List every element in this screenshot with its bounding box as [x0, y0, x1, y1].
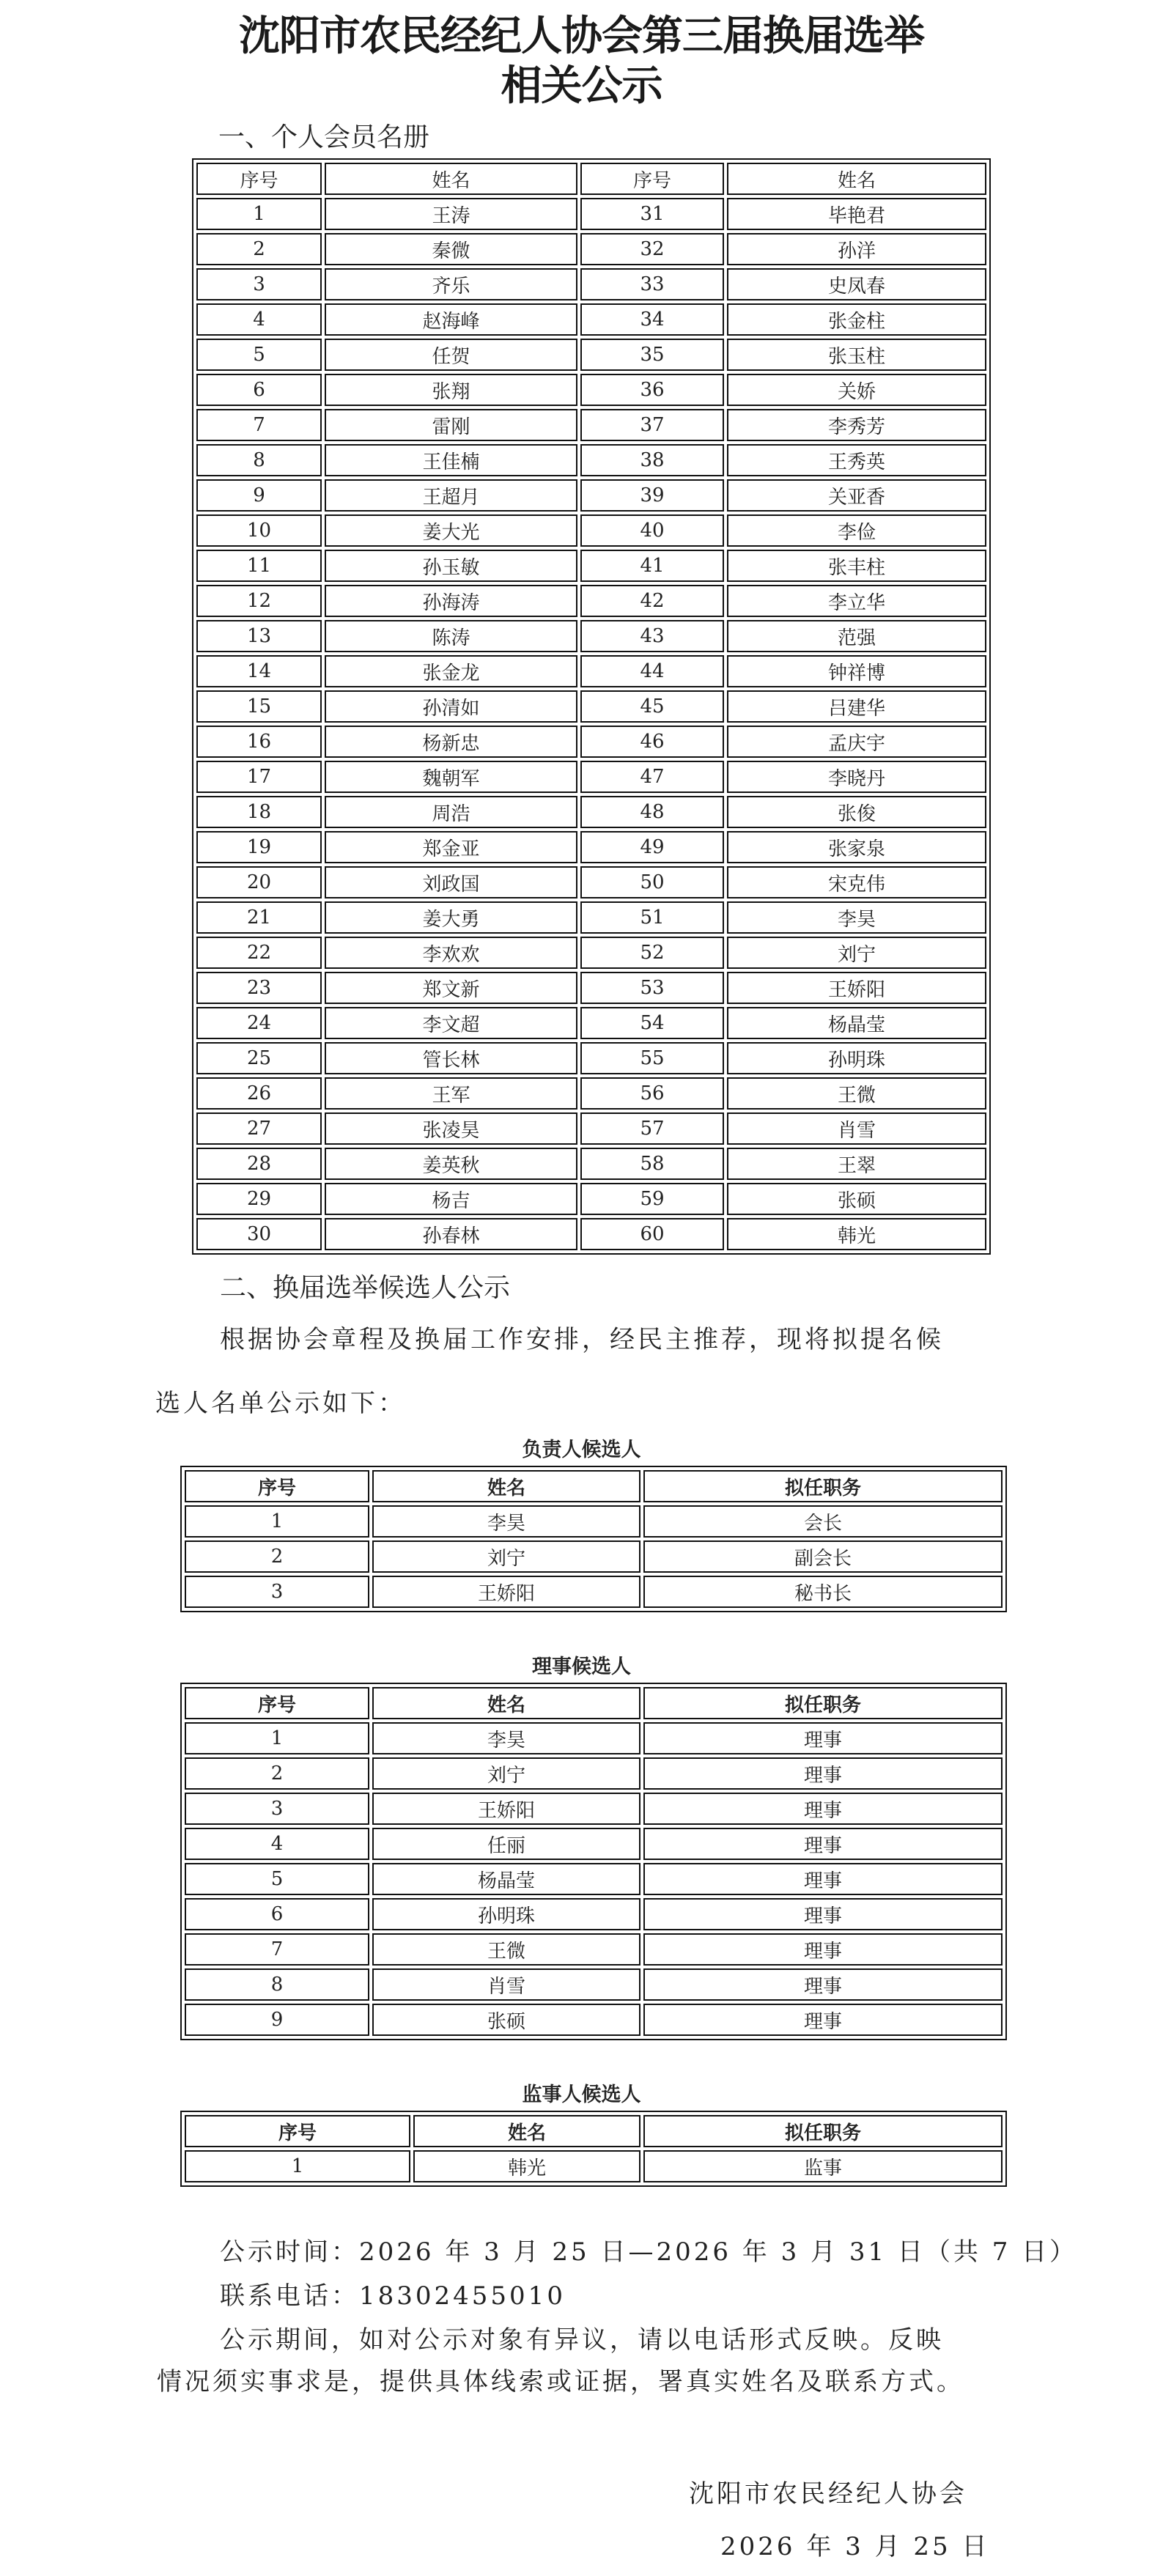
table-row	[185, 1540, 1003, 1573]
table-cell: 郑文新	[325, 972, 577, 1004]
table-cell: 王微	[727, 1077, 986, 1110]
table-cell: 张凌昊	[325, 1112, 577, 1145]
table-cell: 50	[580, 866, 724, 898]
table-cell: 46	[580, 726, 724, 758]
table-cell: 孙玉敏	[325, 550, 577, 582]
table-row	[185, 1898, 1003, 1930]
header-seq: 序号	[196, 163, 322, 195]
table-cell: 刘宁	[372, 1757, 640, 1790]
table-cell: 20	[196, 866, 322, 898]
table-cell: 34	[580, 303, 724, 336]
table-row	[196, 866, 986, 898]
table-cell: 王军	[325, 1077, 577, 1110]
supervisor-candidates-table	[180, 2111, 1007, 2187]
table-cell: 孙清如	[325, 690, 577, 723]
table-row	[185, 1793, 1003, 1825]
table-cell: 吕建华	[727, 690, 986, 723]
table-cell: 孙春林	[325, 1218, 577, 1250]
contact-phone: 联系电话：18302455010	[220, 2281, 566, 2311]
table-row	[196, 1148, 986, 1180]
table-cell: 理事	[643, 1968, 1003, 2001]
table-cell: 33	[580, 268, 724, 300]
table-row	[196, 233, 986, 265]
table-cell: 37	[580, 409, 724, 441]
table-cell: 12	[196, 585, 322, 617]
document-title: 沈阳市农民经纪人协会第三届换届选举	[239, 12, 924, 60]
supervisor-candidates-title: 监事人候选人	[522, 2084, 641, 2106]
table-cell: 55	[580, 1042, 724, 1074]
table-cell: 理事	[643, 1757, 1003, 1790]
table-cell: 60	[580, 1218, 724, 1250]
table-row	[185, 1505, 1003, 1538]
table-cell: 19	[196, 831, 322, 863]
table-cell: 肖雪	[372, 1968, 640, 2001]
table-row	[196, 620, 986, 652]
table-cell: 52	[580, 937, 724, 969]
table-row	[196, 409, 986, 441]
section-heading-candidates: 二、换届选举候选人公示	[220, 1273, 511, 1303]
table-cell: 张丰柱	[727, 550, 986, 582]
table-cell: 任丽	[372, 1828, 640, 1860]
table-cell: 2	[196, 233, 322, 265]
signature-organization: 沈阳市农民经纪人协会	[689, 2479, 967, 2509]
leader-candidates-table	[180, 1466, 1007, 1612]
table-row	[196, 444, 986, 476]
header-name: 姓名	[372, 1470, 640, 1502]
table-row	[196, 1007, 986, 1039]
table-row	[196, 1042, 986, 1074]
table-row	[196, 937, 986, 969]
member-roster-table	[192, 158, 991, 1255]
table-cell: 杨新忠	[325, 726, 577, 758]
table-cell: 李昊	[727, 901, 986, 934]
table-row	[196, 1218, 986, 1250]
table-row	[185, 1968, 1003, 2001]
table-cell: 姜英秋	[325, 1148, 577, 1180]
table-cell: 李昊	[372, 1722, 640, 1754]
table-cell: 17	[196, 761, 322, 793]
table-cell: 53	[580, 972, 724, 1004]
table-cell: 7	[196, 409, 322, 441]
table-cell: 7	[185, 1933, 369, 1966]
table-cell: 24	[196, 1007, 322, 1039]
table-cell: 理事	[643, 2004, 1003, 2036]
table-cell: 秘书长	[643, 1576, 1003, 1608]
table-row	[196, 585, 986, 617]
table-cell: 58	[580, 1148, 724, 1180]
table-cell: 王秀英	[727, 444, 986, 476]
table-row	[196, 479, 986, 512]
table-cell: 肖雪	[727, 1112, 986, 1145]
header-seq: 序号	[580, 163, 724, 195]
table-cell: 张玉柱	[727, 339, 986, 371]
table-cell: 13	[196, 620, 322, 652]
document-subtitle: 相关公示	[501, 62, 662, 110]
table-row	[196, 761, 986, 793]
table-cell: 会长	[643, 1505, 1003, 1538]
table-cell: 21	[196, 901, 322, 934]
table-header-row	[185, 1470, 1003, 1502]
table-header-row	[185, 2115, 1003, 2147]
header-seq: 序号	[185, 2115, 410, 2147]
table-cell: 5	[185, 1863, 369, 1895]
council-candidates-title: 理事候选人	[532, 1656, 631, 1678]
table-row	[196, 550, 986, 582]
table-cell: 39	[580, 479, 724, 512]
table-cell: 刘宁	[372, 1540, 640, 1573]
table-cell: 周浩	[325, 796, 577, 828]
intro-paragraph-line2: 选人名单公示如下：	[155, 1389, 406, 1418]
table-cell: 理事	[643, 1828, 1003, 1860]
table-cell: 5	[196, 339, 322, 371]
table-cell: 32	[580, 233, 724, 265]
table-cell: 姜大勇	[325, 901, 577, 934]
table-row	[196, 901, 986, 934]
table-cell: 51	[580, 901, 724, 934]
table-cell: 张硕	[727, 1183, 986, 1215]
table-cell: 11	[196, 550, 322, 582]
table-cell: 2	[185, 1757, 369, 1790]
table-row	[196, 1112, 986, 1145]
table-cell: 李晓丹	[727, 761, 986, 793]
header-name: 姓名	[413, 2115, 640, 2147]
table-cell: 10	[196, 514, 322, 547]
table-cell: 李文超	[325, 1007, 577, 1039]
table-cell: 1	[185, 2150, 410, 2182]
table-row	[196, 268, 986, 300]
table-cell: 27	[196, 1112, 322, 1145]
table-row	[196, 1077, 986, 1110]
table-cell: 49	[580, 831, 724, 863]
section-heading-members: 一、个人会员名册	[218, 122, 430, 152]
table-cell: 郑金亚	[325, 831, 577, 863]
table-cell: 38	[580, 444, 724, 476]
table-cell: 王佳楠	[325, 444, 577, 476]
table-cell: 魏朝军	[325, 761, 577, 793]
table-cell: 李立华	[727, 585, 986, 617]
table-cell: 23	[196, 972, 322, 1004]
table-cell: 孙明珠	[372, 1898, 640, 1930]
table-row	[196, 514, 986, 547]
header-seq: 序号	[185, 1470, 369, 1502]
signature-date: 2026 年 3 月 25 日	[720, 2532, 990, 2561]
table-cell: 齐乐	[325, 268, 577, 300]
table-cell: 47	[580, 761, 724, 793]
table-cell: 张硕	[372, 2004, 640, 2036]
table-cell: 理事	[643, 1898, 1003, 1930]
table-row	[196, 655, 986, 687]
table-cell: 毕艳君	[727, 198, 986, 230]
table-cell: 韩光	[413, 2150, 640, 2182]
table-row	[196, 303, 986, 336]
table-row	[196, 339, 986, 371]
header-position: 拟任职务	[643, 1470, 1003, 1502]
table-cell: 1	[196, 198, 322, 230]
table-cell: 4	[196, 303, 322, 336]
table-cell: 56	[580, 1077, 724, 1110]
table-cell: 28	[196, 1148, 322, 1180]
table-row	[196, 726, 986, 758]
table-cell: 监事	[643, 2150, 1003, 2182]
table-row	[196, 796, 986, 828]
table-cell: 理事	[643, 1793, 1003, 1825]
table-cell: 关亚香	[727, 479, 986, 512]
table-cell: 王涛	[325, 198, 577, 230]
table-row	[196, 690, 986, 723]
table-row	[196, 972, 986, 1004]
council-candidates-table	[180, 1683, 1007, 2040]
table-cell: 雷刚	[325, 409, 577, 441]
table-cell: 48	[580, 796, 724, 828]
table-row	[185, 1757, 1003, 1790]
header-name: 姓名	[727, 163, 986, 195]
table-cell: 16	[196, 726, 322, 758]
table-cell: 40	[580, 514, 724, 547]
table-cell: 2	[185, 1540, 369, 1573]
table-cell: 张金柱	[727, 303, 986, 336]
notice-line1: 公示期间，如对公示对象有异议，请以电话形式反映。反映	[220, 2325, 944, 2355]
table-header-row	[185, 1687, 1003, 1719]
header-name: 姓名	[372, 1687, 640, 1719]
table-cell: 25	[196, 1042, 322, 1074]
table-cell: 副会长	[643, 1540, 1003, 1573]
table-cell: 王翠	[727, 1148, 986, 1180]
table-cell: 史凤春	[727, 268, 986, 300]
table-cell: 29	[196, 1183, 322, 1215]
table-row	[185, 2150, 1003, 2182]
table-row	[185, 1933, 1003, 1966]
table-cell: 3	[185, 1793, 369, 1825]
header-seq: 序号	[185, 1687, 369, 1719]
table-cell: 王超月	[325, 479, 577, 512]
table-cell: 8	[185, 1968, 369, 2001]
table-cell: 王娇阳	[372, 1576, 640, 1608]
table-cell: 45	[580, 690, 724, 723]
table-cell: 6	[185, 1898, 369, 1930]
table-cell: 陈涛	[325, 620, 577, 652]
table-cell: 3	[185, 1576, 369, 1608]
table-cell: 宋克伟	[727, 866, 986, 898]
table-cell: 30	[196, 1218, 322, 1250]
table-row	[196, 1183, 986, 1215]
intro-paragraph-line1: 根据协会章程及换届工作安排，经民主推荐，现将拟提名候	[220, 1325, 944, 1354]
table-cell: 4	[185, 1828, 369, 1860]
table-header-row	[196, 163, 986, 195]
table-cell: 任贺	[325, 339, 577, 371]
table-row	[185, 1828, 1003, 1860]
table-cell: 57	[580, 1112, 724, 1145]
table-cell: 理事	[643, 1722, 1003, 1754]
table-cell: 王微	[372, 1933, 640, 1966]
table-row	[185, 1863, 1003, 1895]
table-cell: 理事	[643, 1933, 1003, 1966]
table-cell: 管长林	[325, 1042, 577, 1074]
notice-line2: 情况须实事求是，提供具体线索或证据，署真实姓名及联系方式。	[157, 2367, 964, 2396]
table-cell: 张家泉	[727, 831, 986, 863]
table-cell: 41	[580, 550, 724, 582]
leader-candidates-title: 负责人候选人	[522, 1439, 641, 1461]
table-cell: 22	[196, 937, 322, 969]
table-cell: 范强	[727, 620, 986, 652]
table-cell: 张俊	[727, 796, 986, 828]
publicity-period: 公示时间：2026 年 3 月 25 日—2026 年 3 月 31 日（共 7 日）	[220, 2237, 1078, 2267]
table-cell: 张翔	[325, 374, 577, 406]
table-cell: 关娇	[727, 374, 986, 406]
header-position: 拟任职务	[643, 1687, 1003, 1719]
table-cell: 孙洋	[727, 233, 986, 265]
table-cell: 钟祥博	[727, 655, 986, 687]
table-cell: 李欢欢	[325, 937, 577, 969]
table-cell: 杨吉	[325, 1183, 577, 1215]
table-cell: 14	[196, 655, 322, 687]
table-cell: 6	[196, 374, 322, 406]
table-cell: 31	[580, 198, 724, 230]
table-row	[185, 2004, 1003, 2036]
table-cell: 43	[580, 620, 724, 652]
table-cell: 9	[185, 2004, 369, 2036]
table-cell: 44	[580, 655, 724, 687]
table-cell: 54	[580, 1007, 724, 1039]
table-row	[196, 374, 986, 406]
table-row	[196, 198, 986, 230]
table-cell: 18	[196, 796, 322, 828]
table-cell: 理事	[643, 1863, 1003, 1895]
header-position: 拟任职务	[643, 2115, 1003, 2147]
table-cell: 15	[196, 690, 322, 723]
table-cell: 李昊	[372, 1505, 640, 1538]
header-name: 姓名	[325, 163, 577, 195]
table-row	[196, 831, 986, 863]
table-row	[185, 1576, 1003, 1608]
table-cell: 孟庆宇	[727, 726, 986, 758]
table-cell: 赵海峰	[325, 303, 577, 336]
table-cell: 1	[185, 1722, 369, 1754]
table-cell: 35	[580, 339, 724, 371]
table-row	[185, 1722, 1003, 1754]
table-cell: 刘宁	[727, 937, 986, 969]
table-cell: 26	[196, 1077, 322, 1110]
table-cell: 杨晶莹	[727, 1007, 986, 1039]
table-cell: 孙海涛	[325, 585, 577, 617]
table-cell: 36	[580, 374, 724, 406]
table-cell: 李俭	[727, 514, 986, 547]
table-cell: 杨晶莹	[372, 1863, 640, 1895]
table-cell: 姜大光	[325, 514, 577, 547]
table-cell: 3	[196, 268, 322, 300]
table-cell: 59	[580, 1183, 724, 1215]
table-cell: 42	[580, 585, 724, 617]
table-cell: 刘政国	[325, 866, 577, 898]
table-cell: 秦微	[325, 233, 577, 265]
table-cell: 张金龙	[325, 655, 577, 687]
table-cell: 1	[185, 1505, 369, 1538]
table-cell: 王娇阳	[372, 1793, 640, 1825]
table-cell: 8	[196, 444, 322, 476]
table-cell: 9	[196, 479, 322, 512]
table-cell: 孙明珠	[727, 1042, 986, 1074]
table-cell: 韩光	[727, 1218, 986, 1250]
table-cell: 李秀芳	[727, 409, 986, 441]
table-cell: 王娇阳	[727, 972, 986, 1004]
